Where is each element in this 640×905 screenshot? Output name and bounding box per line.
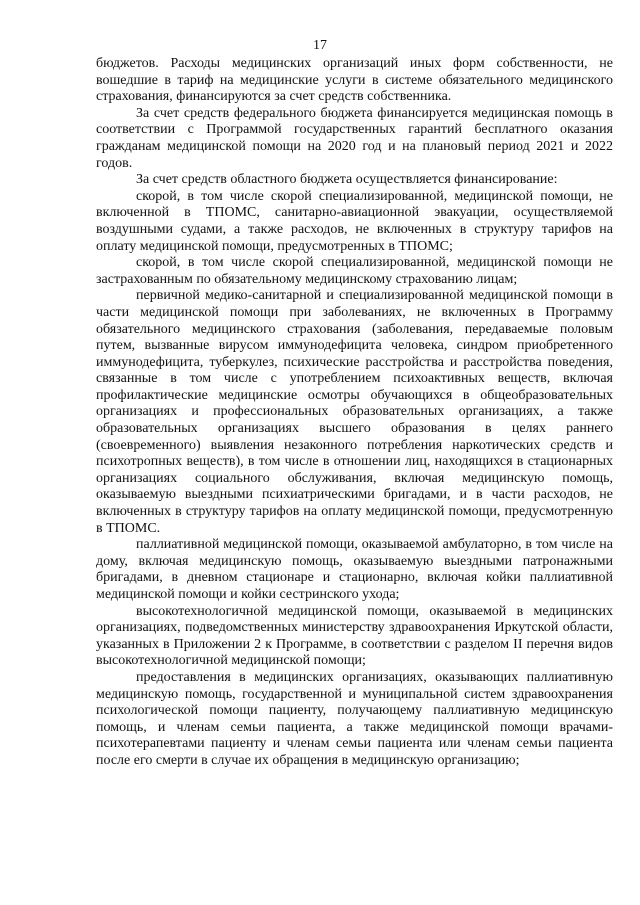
paragraph: скорой, в том числе скорой специализированной, медицинской помощи не застрахованным по обязательному медицинскому страхованию лицам; <box>96 255 613 287</box>
paragraph: За счет средств областного бюджета осуществляется финансирование: <box>136 172 558 188</box>
paragraph: скорой, в том числе скорой специализированной, медицинской помощи, не включенной в ТПОМС, санитарно-авиационной эвакуации, осуществляемой воздушными судами, а также расходов, не включенных в структуру тарифов на оплату медицинской помощи, предусмотренных в ТПОМС; <box>96 188 613 254</box>
paragraph: За счет средств федерального бюджета финансируется медицинская помощь в соответствии с Программой государственных гарантий бесплатного оказания гражданам медицинской помощи на 2020 год и на плановый период 2021 и 2022 годов. <box>96 105 613 171</box>
paragraph: первичной медико-санитарной и специализированной медицинской помощи в части медицинской помощи при заболеваниях, не включенных в Программу обязательного медицинского страхования (заболевания, передаваемые половым путем, вызванные вирусом иммунодефицита человека, синдром приобретенного иммунодефицита, туберкулез, психические расстройства и расстройства поведения, связанные в том числе с употреблением психоактивных веществ, включая профилактические медицинские осмотры обучающихся в общеобразовательных организациях и профессиональных образовательных организациях, а также образовательных организациях высшего образования в целях раннего (своевременного) выявления незаконного потребления наркотических средств и психотропных веществ), в том числе в отношении лиц, находящихся в стационарных организациях социального обслуживания, включая медицинскую помощь, оказываемую выездными психиатрическими бригадами, и в части расходов, не включенных в структуру тарифов на оплату медицинской помощи, предусмотренную в ТПОМС. <box>96 288 613 536</box>
page-number: 17 <box>313 38 327 53</box>
paragraph: бюджетов. Расходы медицинских организаций иных форм собственности, не вошедшие в тариф на медицинские услуги в системе обязательного медицинского страхования, финансируются за счет средств собственника. <box>96 56 613 105</box>
paragraph: паллиативной медицинской помощи, оказываемой амбулаторно, в том числе на дому, включая медицинскую помощь, оказываемую выездными патронажными бригадами, в дневном стационаре и стационарно, включая койки паллиативной медицинской помощи и койки сестринского ухода; <box>96 537 613 602</box>
paragraph: высокотехнологичной медицинской помощи, оказываемой в медицинских организациях, подведомственных министерству здравоохранения Иркутской области, указанных в Приложении 2 к Программе, в соответствии с разделом II перечня видов высокотехнологичной медицинской помощи; <box>96 603 613 669</box>
document-body <box>96 56 613 770</box>
paragraph: предоставления в медицинских организациях, оказывающих паллиативную медицинскую помощь, государственной и муниципальной систем здравоохранения психологической помощи пациенту, получающему паллиативную медицинскую помощь, и членам семьи пациента, а также медицинской помощи врачами-психотерапевтами пациенту и членам семьи пациента или членам семьи пациента после его смерти в случае их обращения в медицинскую организацию; <box>96 669 613 768</box>
